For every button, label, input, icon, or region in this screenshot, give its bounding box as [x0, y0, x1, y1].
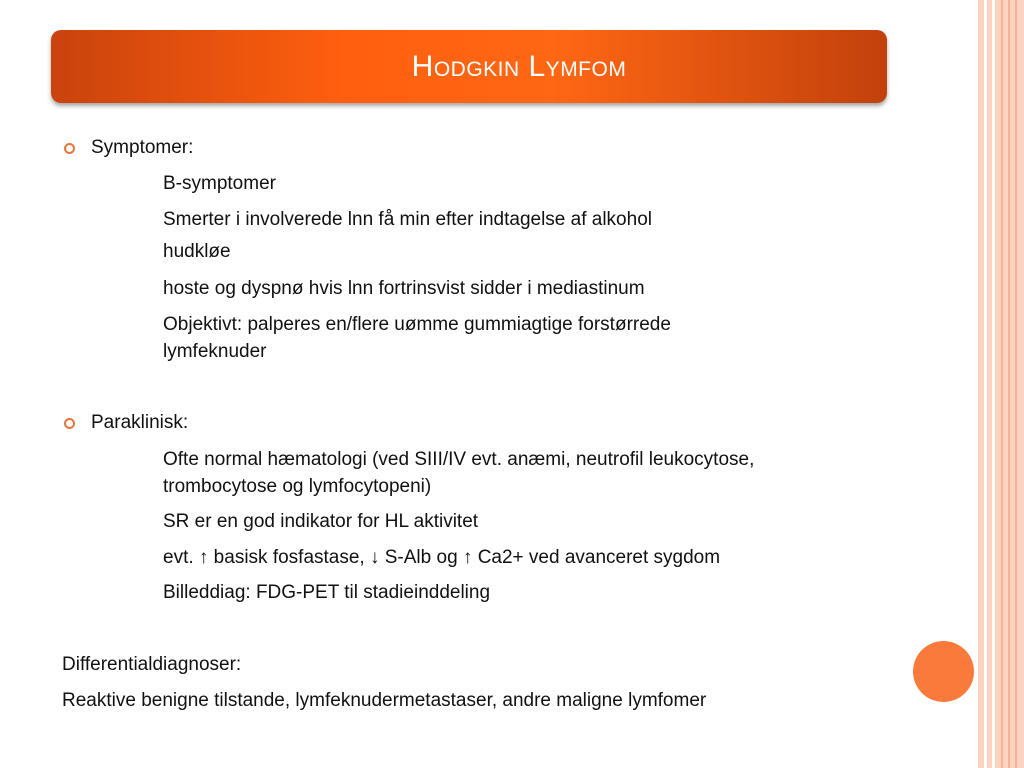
decorative-stripe	[987, 0, 992, 768]
bullet-icon	[64, 143, 75, 154]
list-item: B-symptomer	[163, 173, 276, 194]
bullet-paraklinisk	[64, 410, 188, 436]
list-item: hudkløe	[163, 241, 231, 262]
list-item: SR er en god indikator for HL aktivitet	[163, 511, 479, 532]
bullet-symptomer	[64, 135, 193, 161]
section-heading: Symptomer:	[91, 137, 194, 158]
slide-title: Hodgkin Lymfom	[411, 49, 627, 83]
list-item: hoste og dyspnø hvis lnn fortrinsvist sidder i mediastinum	[163, 278, 645, 299]
decorative-circle	[913, 641, 974, 702]
list-item: Smerter i involverede lnn få min efter indtagelse af alkohol	[163, 209, 652, 230]
list-item: trombocytose og lymfocytopeni)	[163, 476, 432, 497]
section-heading: Paraklinisk:	[91, 412, 189, 433]
list-item: Billeddiag: FDG-PET til stadieinddeling	[163, 582, 491, 603]
list-item: Ofte normal hæmatologi (ved SIII/IV evt. anæmi, neutrofil leukocytose,	[163, 449, 755, 470]
decorative-stripe	[978, 0, 984, 768]
differential-heading: Differentialdiagnoser:	[62, 654, 242, 675]
list-item: evt. ↑ basisk fosfastase, ↓ S-Alb og ↑ Ca2+ ved avanceret sygdom	[163, 547, 721, 568]
decorative-stripe-line	[1001, 0, 1003, 768]
differential-text: Reaktive benigne tilstande, lymfeknudermetastaser, andre maligne lymfomer	[62, 690, 707, 711]
decorative-stripe-line	[1015, 0, 1017, 768]
list-item: lymfeknuder	[163, 341, 267, 362]
list-item: Objektivt: palperes en/flere uømme gummiagtige forstørrede	[163, 314, 671, 335]
bullet-icon	[64, 418, 75, 429]
decorative-stripe-line	[1008, 0, 1010, 768]
